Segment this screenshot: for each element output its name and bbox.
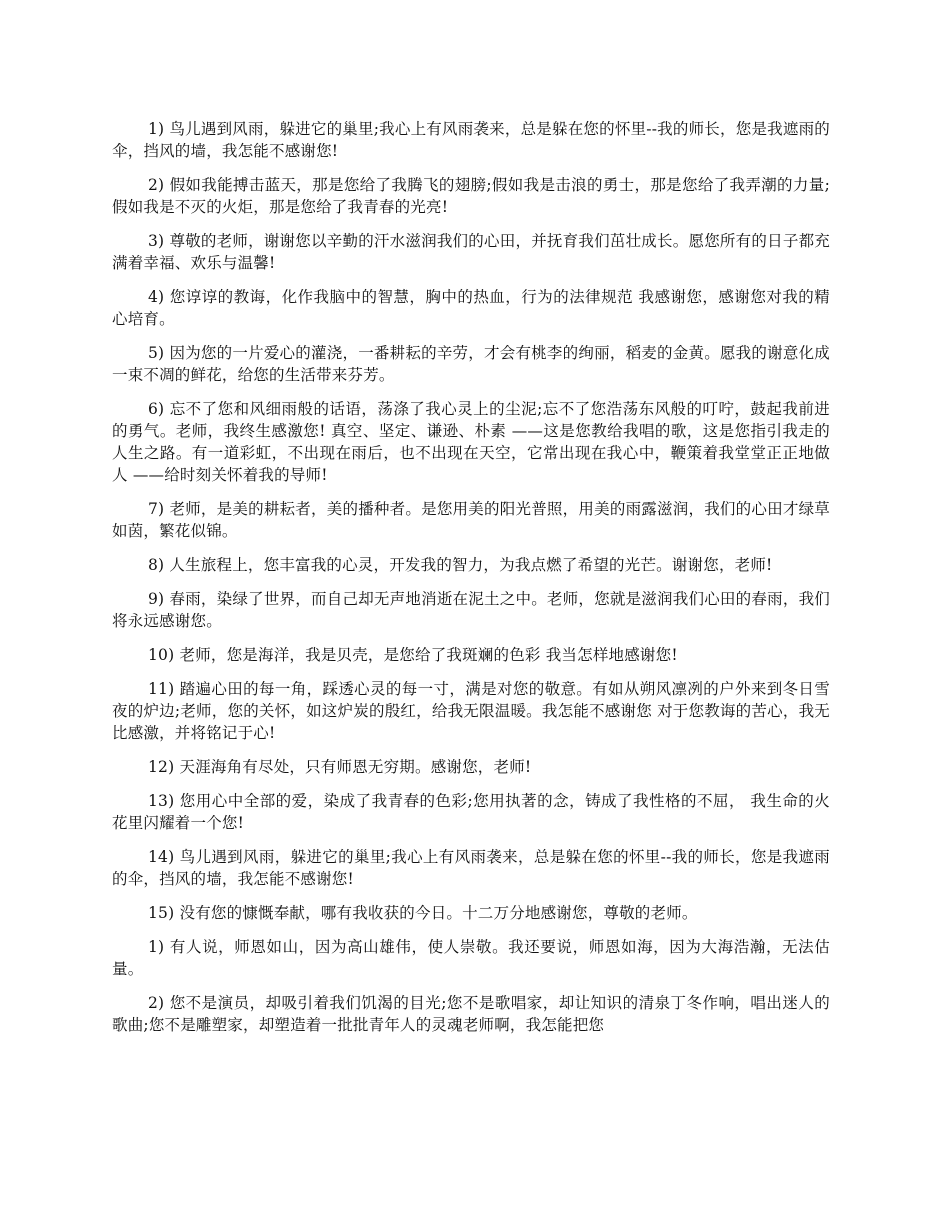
paragraph-9: 9) 春雨，染绿了世界，而自己却无声地消逝在泥土之中。老师，您就是滋润我们心田的春雨，我们将永远感谢您。 (112, 590, 830, 630)
paragraph-4: 4) 您谆谆的教诲，化作我脑中的智慧，胸中的热血，行为的法律规范 我感谢您，感谢您对我的精心培育。 (112, 288, 830, 328)
paragraph-11: 11) 踏遍心田的每一角，踩透心灵的每一寸，满是对您的敬意。有如从朔风凛冽的户外来到冬日雪夜的炉边;老师，您的关怀，如这炉炭的殷红，给我无限温暖。我怎能不感谢您 对于您教诲的苦心，我无比感激，并将铭记于心! (112, 680, 830, 742)
paragraph-8: 8) 人生旅程上，您丰富我的心灵，开发我的智力，为我点燃了希望的光芒。谢谢您，老师! (148, 556, 773, 574)
paragraph-3: 3) 尊敬的老师，谢谢您以辛勤的汗水滋润我们的心田，并抚育我们茁壮成长。愿您所有的日子都充满着幸福、欢乐与温馨! (112, 232, 830, 272)
paragraph-5: 5) 因为您的一片爱心的灌浇，一番耕耘的辛劳，才会有桃李的绚丽，稻麦的金黄。愿我的谢意化成一束不凋的鲜花，给您的生活带来芬芳。 (112, 344, 830, 384)
paragraph-14: 14) 鸟儿遇到风雨，躲进它的巢里;我心上有风雨袭来，总是躲在您的怀里--我的师长，您是我遮雨的伞，挡风的墙，我怎能不感谢您! (112, 848, 830, 888)
paragraph-7: 7) 老师，是美的耕耘者，美的播种者。是您用美的阳光普照，用美的雨露滋润，我们的心田才绿草如茵，繁花似锦。 (112, 500, 830, 540)
paragraph-2: 2) 假如我能搏击蓝天，那是您给了我腾飞的翅膀;假如我是击浪的勇士，那是您给了我弄潮的力量;假如我是不灭的火炬，那是您给了我青春的光亮! (112, 176, 830, 216)
paragraph-17: 2) 您不是演员，却吸引着我们饥渴的目光;您不是歌唱家，却让知识的清泉丁冬作响，唱出迷人的歌曲;您不是雕塑家，却塑造着一批批青年人的灵魂老师啊，我怎能把您 (112, 994, 830, 1034)
paragraph-1: 1) 鸟儿遇到风雨，躲进它的巢里;我心上有风雨袭来，总是躲在您的怀里--我的师长，您是我遮雨的伞，挡风的墙，我怎能不感谢您! (112, 120, 830, 160)
paragraph-15: 15) 没有您的慷慨奉献，哪有我收获的今日。十二万分地感谢您，尊敬的老师。 (148, 904, 698, 922)
paragraph-12: 12) 天涯海角有尽处，只有师恩无穷期。感谢您，老师! (148, 758, 532, 776)
paragraph-16: 1) 有人说，师恩如山，因为高山雄伟，使人崇敬。我还要说，师恩如海，因为大海浩瀚，无法估量。 (112, 938, 830, 978)
paragraph-10: 10) 老师，您是海洋，我是贝壳，是您给了我斑斓的色彩 我当怎样地感谢您! (148, 646, 678, 664)
paragraph-13: 13) 您用心中全部的爱，染成了我青春的色彩;您用执著的念，铸成了我性格的不屈， 我生命的火花里闪耀着一个您! (112, 792, 830, 832)
paragraph-6: 6) 忘不了您和风细雨般的话语，荡涤了我心灵上的尘泥;忘不了您浩荡东风般的叮咛，鼓起我前进的勇气。老师，我终生感激您! 真空、坚定、谦逊、朴素 ——这是您教给我唱的歌，这是您指引我走的人生之路。有一道彩虹，不出现在雨后，也不出现在天空，它常出现在我心中，鞭策着我堂堂正正地做人 ——给时刻关怀着我的导师! (112, 400, 830, 484)
